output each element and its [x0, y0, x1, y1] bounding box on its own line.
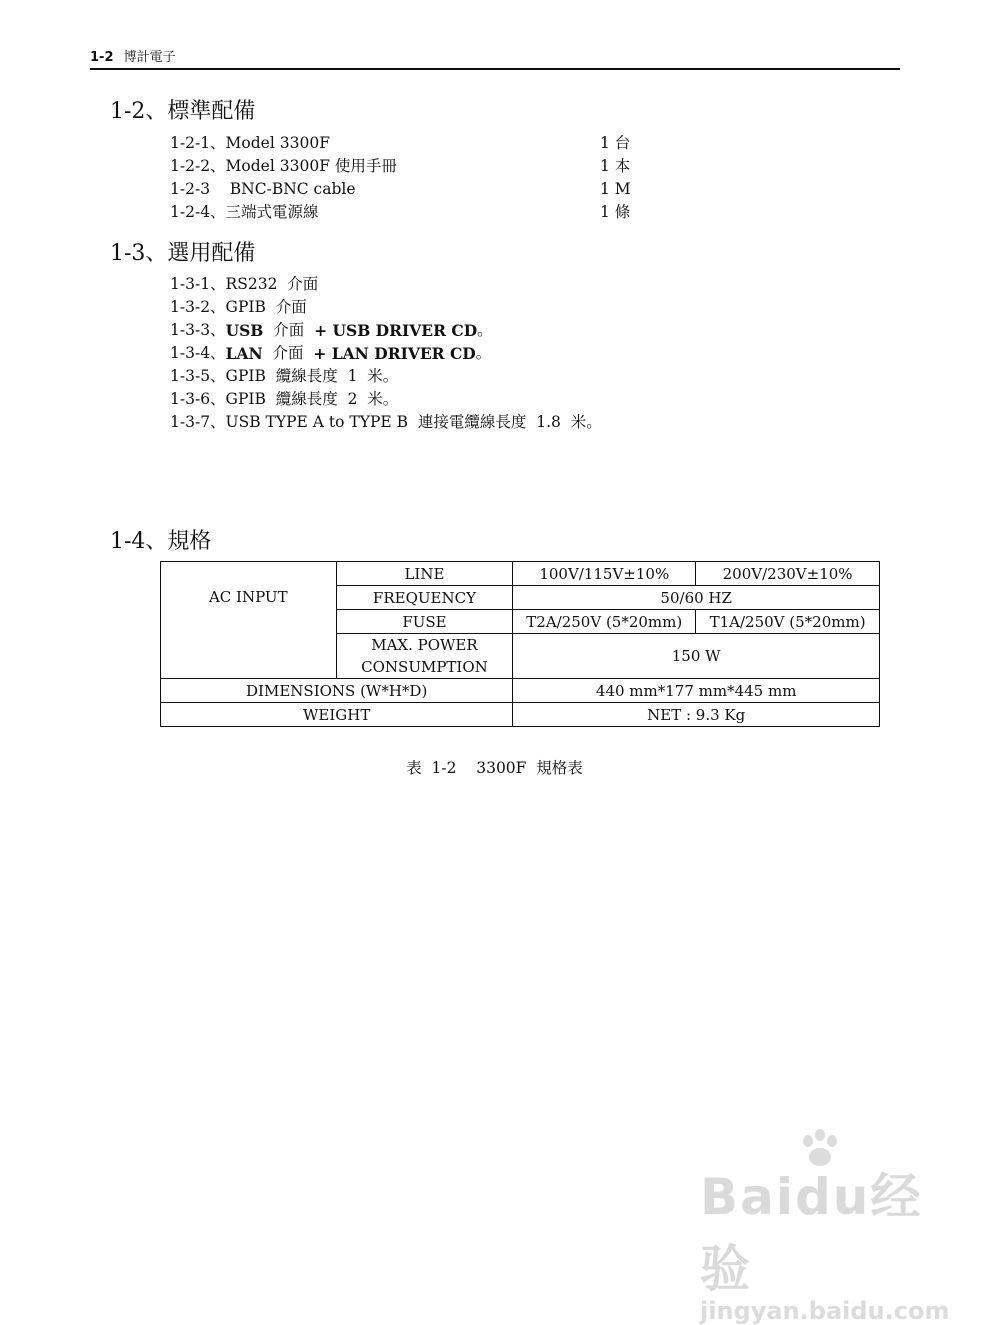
table-row: [161, 562, 880, 586]
item-text: 1-3-5、GPIB 纜線長度 1 米。: [170, 367, 399, 385]
item-qty: 1 本: [600, 157, 631, 175]
list-item: [170, 296, 602, 319]
item-label: 1-2-2、Model 3300F 使用手冊: [170, 157, 397, 175]
list-item: [170, 342, 602, 365]
list-item: [170, 365, 602, 388]
weight-value: NET : 9.3 Kg: [513, 703, 880, 727]
table-row: [161, 679, 880, 703]
item-bold-text: USB: [225, 321, 264, 340]
item-label: 1-2-1、Model 3300F: [170, 134, 330, 152]
list-item: [170, 178, 700, 201]
list-item: [170, 201, 700, 224]
list-item: [170, 273, 602, 296]
line-value-2: 200V/230V±10%: [696, 562, 880, 586]
table-row: [161, 703, 880, 727]
baidu-watermark: [700, 1135, 950, 1325]
power-label-line-1: MAX. POWER: [371, 636, 478, 654]
list-item: [170, 388, 602, 411]
header-page-number: 1-2: [90, 50, 114, 65]
power-value: 150 W: [513, 634, 880, 679]
dimensions-label: DIMENSIONS (W*H*D): [161, 679, 513, 703]
item-text: 1-3-6、GPIB 纜線長度 2 米。: [170, 390, 399, 408]
frequency-label: FREQUENCY: [336, 586, 513, 610]
item-label: 1-2-3 BNC-BNC cable: [170, 180, 356, 198]
line-value-1: 100V/115V±10%: [513, 562, 696, 586]
item-text: 。: [477, 321, 493, 339]
dimensions-value: 440 mm*177 mm*445 mm: [513, 679, 880, 703]
item-text: 。: [475, 344, 492, 362]
item-text: 介面: [262, 344, 314, 362]
item-bold-text: + USB DRIVER CD: [314, 321, 478, 340]
spec-table: [160, 561, 880, 727]
item-qty: 1 台: [600, 134, 631, 152]
page-header: [90, 46, 900, 70]
item-bold-text: + LAN DRIVER CD: [313, 344, 476, 363]
list-item: [170, 411, 602, 434]
section-optional-title: 1-3、選用配備: [110, 241, 256, 266]
item-bold-text: LAN: [225, 344, 263, 363]
header-company: 博計電子: [123, 50, 176, 65]
ac-input-cell: AC INPUT: [161, 562, 337, 679]
list-item: [170, 319, 602, 342]
item-text: 1-3-1、RS232 介面: [170, 275, 319, 293]
fuse-value-1: T2A/250V (5*20mm): [513, 610, 696, 634]
item-text: 1-3-2、GPIB 介面: [170, 298, 307, 316]
item-qty: 1 條: [600, 203, 631, 221]
list-item: [170, 155, 700, 178]
line-label: LINE: [336, 562, 513, 586]
power-label: [336, 634, 513, 679]
section-standard-title: 1-2、標準配備: [110, 99, 256, 124]
item-text: 介面: [263, 321, 315, 339]
power-label-line-2: CONSUMPTION: [361, 658, 488, 676]
table-caption: 表 1-2 3300F 規格表: [406, 759, 583, 777]
frequency-value: 50/60 HZ: [513, 586, 880, 610]
list-item: [170, 132, 700, 155]
watermark-url: jingyan.baidu.com: [700, 1297, 950, 1325]
paw-icon: [798, 1129, 844, 1169]
optional-items-list: [170, 273, 602, 434]
weight-label: WEIGHT: [161, 703, 513, 727]
fuse-label: FUSE: [336, 610, 513, 634]
watermark-logo: Baidu经验: [700, 1168, 923, 1298]
standard-items-list: [170, 132, 700, 224]
section-spec-title: 1-4、規格: [110, 529, 212, 554]
item-text: 1-3-4、: [170, 344, 226, 362]
item-text: 1-3-3、: [170, 321, 226, 339]
item-text: 1-3-7、USB TYPE A to TYPE B 連接電纜線長度 1.8 米。: [170, 413, 602, 431]
item-qty: 1 M: [600, 180, 631, 198]
fuse-value-2: T1A/250V (5*20mm): [696, 610, 880, 634]
item-label: 1-2-4、三端式電源線: [170, 203, 319, 221]
